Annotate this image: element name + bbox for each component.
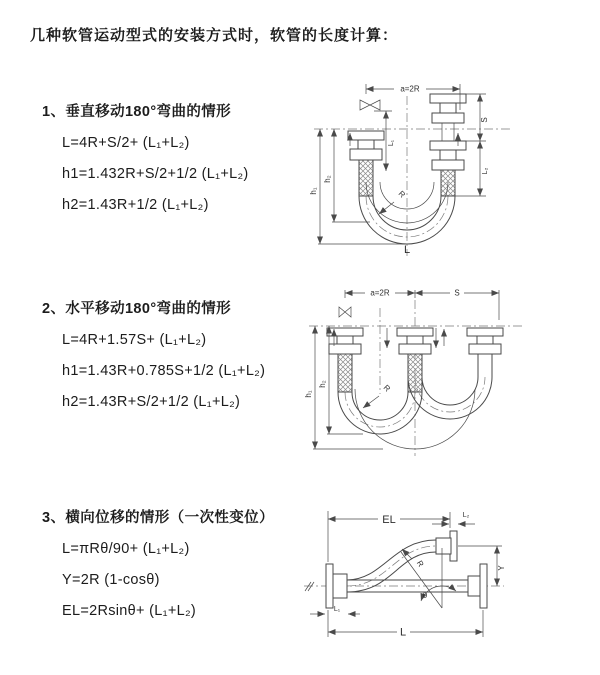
dim-stroke-s	[466, 94, 489, 141]
dim-label-width: a=2R	[400, 84, 420, 94]
dim-label-width: a=2R	[370, 288, 390, 298]
diagram-lateral-displacement	[298, 502, 600, 644]
section-lateral-displacement	[42, 509, 274, 620]
dim-label-length: L	[399, 626, 407, 639]
diagram-horizontal-180-bend	[303, 282, 600, 460]
section-2-heading: 2、水平移动180°弯曲的情形	[42, 301, 232, 317]
flange-top-displaced	[436, 531, 457, 561]
dim-width	[345, 287, 499, 320]
formula-line: h2=1.43R+1/2 (L₁+L₂)	[62, 197, 209, 213]
dim-label-l1: L₁	[388, 139, 395, 147]
valve-icon	[360, 100, 380, 110]
dim-end-left	[374, 111, 395, 171]
dim-end-left	[310, 606, 360, 614]
flange-right	[467, 328, 503, 354]
dim-label-h1: h₁	[304, 390, 313, 398]
flange-right-lower	[430, 141, 466, 170]
braided-hose-middle	[408, 354, 422, 392]
braided-hose-left	[359, 160, 373, 196]
formula-line: L=πRθ/90+ (L₁+L₂)	[62, 541, 190, 557]
dim-extended-length	[328, 511, 450, 562]
flange-left	[327, 328, 363, 354]
break-mark	[305, 582, 314, 591]
dim-label-el: EL	[382, 514, 396, 526]
dim-label-s: S	[480, 117, 489, 123]
radius-callout	[363, 383, 392, 408]
formula-line: h2=1.43R+S/2+1/2 (L₁+L₂)	[62, 394, 241, 410]
flange-right-upper	[430, 94, 466, 141]
dim-label-theta: θ	[422, 591, 428, 600]
dim-label-length: L	[403, 244, 411, 256]
flange-right	[468, 564, 487, 608]
dim-label-l2: L₂	[482, 167, 489, 175]
section-1-heading: 1、垂直移动180°弯曲的情形	[42, 104, 232, 120]
diagram-vertical-180-bend	[308, 76, 600, 260]
dim-label-r: R	[381, 383, 392, 394]
section-horizontal-180	[42, 300, 265, 411]
formula-line: L=4R+S/2+ (L₁+L₂)	[62, 135, 190, 151]
dim-end-right	[432, 512, 475, 524]
page-title: 几种软管运动型式的安装方式时，软管的长度计算：	[30, 27, 399, 44]
dim-label-r: R	[414, 558, 426, 569]
radius-callout	[402, 549, 426, 569]
formula-line: EL=2Rsinθ+ (L₁+L₂)	[62, 603, 197, 619]
dim-label-l1: L₁	[333, 606, 341, 613]
dim-label-l2: L₂	[462, 512, 470, 519]
valve-icon	[339, 307, 351, 317]
section-vertical-180	[42, 103, 249, 214]
formula-line: Y=2R (1-cosθ)	[62, 572, 160, 588]
angle-construction	[401, 548, 456, 608]
flange-left	[326, 564, 347, 608]
flange-left	[348, 131, 384, 160]
radius-callout	[379, 189, 407, 214]
braided-hose-left	[338, 354, 352, 392]
dim-label-h2: h₂	[323, 175, 332, 183]
flange-middle	[397, 328, 433, 354]
formula-line: L=4R+1.57S+ (L₁+L₂)	[62, 332, 207, 348]
dim-label-y: Y	[497, 565, 506, 571]
dim-label-h2: h₂	[318, 380, 327, 388]
section-3-heading: 3、横向位移的情形（一次性变位）	[42, 510, 274, 526]
dim-label-h1: h₁	[309, 187, 318, 195]
formula-line: h1=1.432R+S/2+1/2 (L₁+L₂)	[62, 166, 249, 182]
formula-line: h1=1.43R+0.785S+1/2 (L₁+L₂)	[62, 363, 266, 379]
dim-label-r: R	[396, 189, 407, 200]
dim-label-s: S	[454, 288, 460, 298]
